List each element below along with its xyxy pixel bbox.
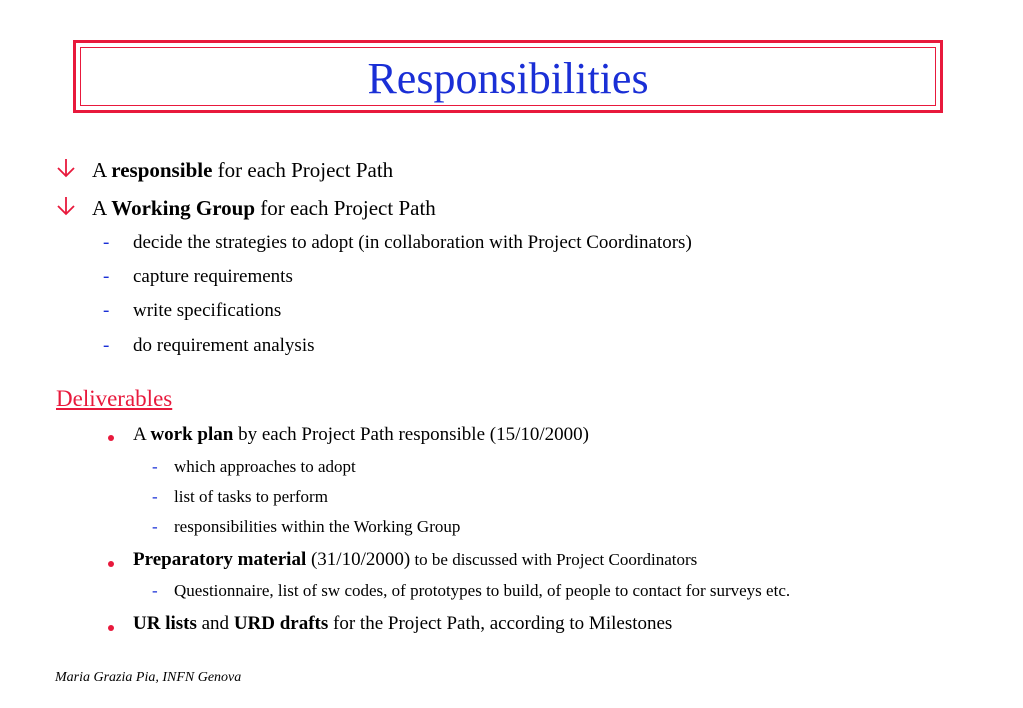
title-frame [73, 40, 943, 113]
dash-bullet: - [152, 581, 158, 600]
preparatory-sub-item: Questionnaire, list of sw codes, of prototypes to build, of people to contact for surveys etc. [174, 581, 791, 600]
task-item: write specifications [133, 300, 282, 321]
bullet-working-group: A Working Group for each Project Path [92, 196, 436, 220]
task-item: capture requirements [133, 266, 293, 287]
dash-bullet: - [103, 232, 110, 253]
bullet-responsible: A responsible for each Project Path [92, 158, 394, 182]
deliverable-preparatory: Preparatory material (31/10/2000) to be discussed with Project Coordinators [133, 549, 698, 570]
work-plan-sub-item: which approaches to adopt [174, 457, 356, 476]
dash-bullet: - [103, 266, 110, 287]
red-dot-icon [108, 435, 114, 441]
dash-bullet: - [103, 300, 110, 321]
deliverables-heading: Deliverables [56, 386, 173, 411]
dash-bullet: - [152, 457, 158, 476]
task-item: do requirement analysis [133, 335, 315, 356]
title-inner-frame [80, 47, 936, 106]
work-plan-sub-item: responsibilities within the Working Group [174, 517, 461, 536]
deliverable-work-plan: A work plan by each Project Path responsible (15/10/2000) [133, 424, 589, 445]
dash-bullet: - [152, 517, 158, 536]
work-plan-sub-item: list of tasks to perform [174, 487, 328, 506]
down-arrow-icon [56, 157, 76, 179]
dash-bullet: - [152, 487, 158, 506]
task-item: decide the strategies to adopt (in collaboration with Project Coordinators) [133, 232, 692, 253]
deliverable-ur-lists: UR lists and URD drafts for the Project Path, according to Milestones [133, 613, 673, 634]
page-title: Responsibilities [367, 53, 649, 103]
down-arrow-icon [56, 195, 76, 217]
dash-bullet: - [103, 335, 110, 356]
red-dot-icon [108, 561, 114, 567]
footer-author: Maria Grazia Pia, INFN Genova [55, 670, 242, 685]
red-dot-icon [108, 625, 114, 631]
